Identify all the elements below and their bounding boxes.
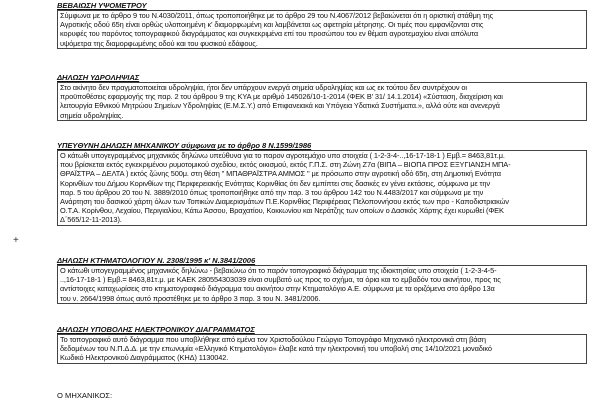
body-line: Αγροτικής οδού 65η είναι ορθώς υλοποιημένη κ' διαμορφωμένη και λαμβάνεται ως αφετηρία μέτρησης. Οι τιμές που εμφανίζονται στις	[60, 20, 484, 30]
body-line: υψόμετρα της διαμορφωμένης οδού και του φυσικού εδάφους.	[60, 38, 258, 48]
body-line: Στο ακίνητο δεν πραγματοποιείται υδροληψία, ήτοι δεν υπάρχουν ενεργά σημεία υδροληψίας και ως εκ τούτου δεν συντρέχουν οι	[60, 83, 467, 92]
body-line: αντίστοιχες καταχωρίσεις στο κτηματογραφικό διάγραμμα του ακινήτου στην Κτηματολόγιο Α.Ε. σύμφωνα με τα οριζόμενα στο άρθρο 13α	[60, 284, 495, 294]
section-heading: ΔΗΛΩΣΗ ΚΤΗΜΑΤΟΛΟΓΙΟΥ Ν. 2308/1995 κ' Ν.3841/2006	[57, 256, 256, 265]
section-body	[57, 265, 587, 304]
body-line: Ο.Τ.Α. Κορίνθου, Λεχαίου, Περιγιαλίου, Κάτω Άσσου, Βραχατίου, Κοκκωνίου και Νεράτζης των οποίων ο Δασικός Χάρτης έχει κυρωθεί (ΦΕΚ	[60, 206, 504, 216]
body-line: που βρίσκεται εκτός εγκεκριμένου ρυμοτομικού σχεδίου, εκτός οικισμού, εκτός Γ.Π.Σ. στη Ζώνη Ζ7α (ΒΙΠΑ – ΒΙΟΠΑ ΠΡΟΣ ΕΞΥΓΙΑΝΣΗ ΜΠΑ-	[60, 160, 511, 170]
body-line: του ν. 2664/1998 όπως αυτό προστέθηκε με το άρθρο 3 παρ. 3 του Ν. 3481/2006.	[60, 293, 321, 303]
body-line: προϋποθέσεις εφαρμογής της παρ. 2 του άρθρου 9 της ΚΥΑ με αριθμό 145026/10-1-2014 (ΦΕΚ Β' 31/ 14.1.2014) «Σύσταση, διαχείριση και	[60, 92, 503, 102]
section-heading: ΥΠΕΥΘΥΝΗ ΔΗΛΩΣΗ ΜΗΧΑΝΙΚΟΥ σύμφωνα με το άρθρο 8 Ν.1599/1986	[57, 141, 312, 150]
body-line: Σύμφωνα με το άρθρο 9 του Ν.4030/2011, όπως τροποποιήθηκε με το άρθρο 29 του Ν.4067/2012 βεβαιώνεται ότι η οριστική στάθμη της	[60, 11, 494, 20]
body-line: δεδομένων του Ν.Π.Δ.Δ. με την επωνυμία «Ελληνικό Κτηματολόγιο» έλαβε κατά την ηλεκτρονική του υποβολή στις 14/10/2021 μοναδικό	[60, 344, 492, 354]
body-line: Κορινθίων του Δήμου Κορινθίων της Περιφερειακής Ενότητας Κορινθίας ότι δεν εμπίπτει στις δασικές εν γένει εκτάσεις, σύμφωνα με την	[60, 178, 490, 188]
body-line: κορυφές του παρόντος τοπογραφικού διαγράμματος και συγκεκριμένα επί του προσώπου του εν θέματι αγροτεμαχίου είναι απόλυτα	[60, 29, 479, 39]
body-line: Κωδικό Ηλεκτρονικού Διαγράμματος (ΚΗΔ) 1130042.	[60, 353, 229, 363]
section-cadastre-declaration	[57, 256, 587, 304]
body-line: ΘΡΑΪΣΤΡΑ – ΔΕΛΤΑ ) εκτός ζώνης 500μ. στη θέση " ΜΠΑΘΡΑΪΣΤΡΑ ΑΜΜΟΣ " με πρόσωπο στην αγροτική οδό 65η, στη Δημοτική Ενότητα	[60, 169, 501, 179]
crosshair-mark: +	[13, 235, 19, 246]
body-line: ..,16-17-18-1 ) Εμβ.= 8463,81τ.μ. με ΚΑΕΚ 280554303039 είναι συμβατό ως προς το σχήμα, τα όρια και το εμβαδόν του ακινήτου, προς τις	[60, 275, 501, 285]
body-line: Ο κάτωθι υπογεγραμμένος μηχανικός δηλώνω - βεβαιώνω ότι το παρόν τοπογραφικό διάγραμμα της ιδιοκτησίας υπο στοιχεία ( 1-2-3-4-5-	[60, 266, 497, 275]
section-body	[57, 10, 587, 49]
section-electronic-submission	[57, 325, 587, 364]
body-line: σημεία υδροληψίας.	[60, 110, 124, 120]
signature-label: Ο ΜΗΧΑΝΙΚΟΣ:	[57, 391, 113, 400]
section-engineer-declaration	[57, 141, 587, 226]
body-line: Δ΄565/12-11-2013).	[60, 215, 122, 225]
section-heading: ΒΕΒΑΙΩΣΗ ΥΨΟΜΕΤΡΟΥ	[57, 1, 147, 10]
body-line: λειτουργία Εθνικού Μητρώου Σημείων Υδροληψίας (Ε.Μ.Σ.Υ.) από Επιφανειακά και Υπόγεια Υδατικά Συστήματα.», αλλά ούτε και ανενεργά	[60, 101, 500, 111]
section-body	[57, 150, 587, 226]
section-water-abstraction	[57, 73, 587, 121]
body-line: Το τοπογραφικό αυτό διάγραμμα που υποβλήθηκε από εμένα τον Χριστοδούλου Γεώργιο Τοπογράφο Μηχανικό ηλεκτρονικά στη βάση	[60, 335, 486, 344]
body-line: Ανάρτηση του δασικού χάρτη όλων των Τοπικών Διαμερισμάτων Π.Ε.Κορινθίας Περιφέρειας Πελοποννήσου εκτός των προ - Καποδιστριακών	[60, 197, 509, 207]
body-line: Ο κάτωθι υπογεγραμμένος μηχανικός δηλώνω υπεύθυνα για το παρον αγροτεμάχιο υπο στοιχεία ( 1-2-3-4-..,16-17-18-1 ) Εμβ.= 8463,81τ.μ.	[60, 151, 505, 160]
section-height-certificate	[57, 1, 587, 49]
section-body	[57, 334, 587, 364]
section-heading: ΔΗΛΩΣΗ ΥΔΡΟΛΗΨΙΑΣ	[57, 73, 140, 82]
body-line: παρ. 5 του άρθρου 20 του Ν. 3889/2010 όπως τροποποιήθηκε από την παρ. 3 του άρθρου 142 του Ν.4483/2017 και σύμφωνα με την	[60, 187, 484, 197]
section-body	[57, 82, 587, 121]
section-heading: ΔΗΛΩΣΗ ΥΠΟΒΟΛΗΣ ΗΛΕΚΤΡΟΝΙΚΟΥ ΔΙΑΓΡΑΜΜΑΤΟΣ	[57, 325, 255, 334]
